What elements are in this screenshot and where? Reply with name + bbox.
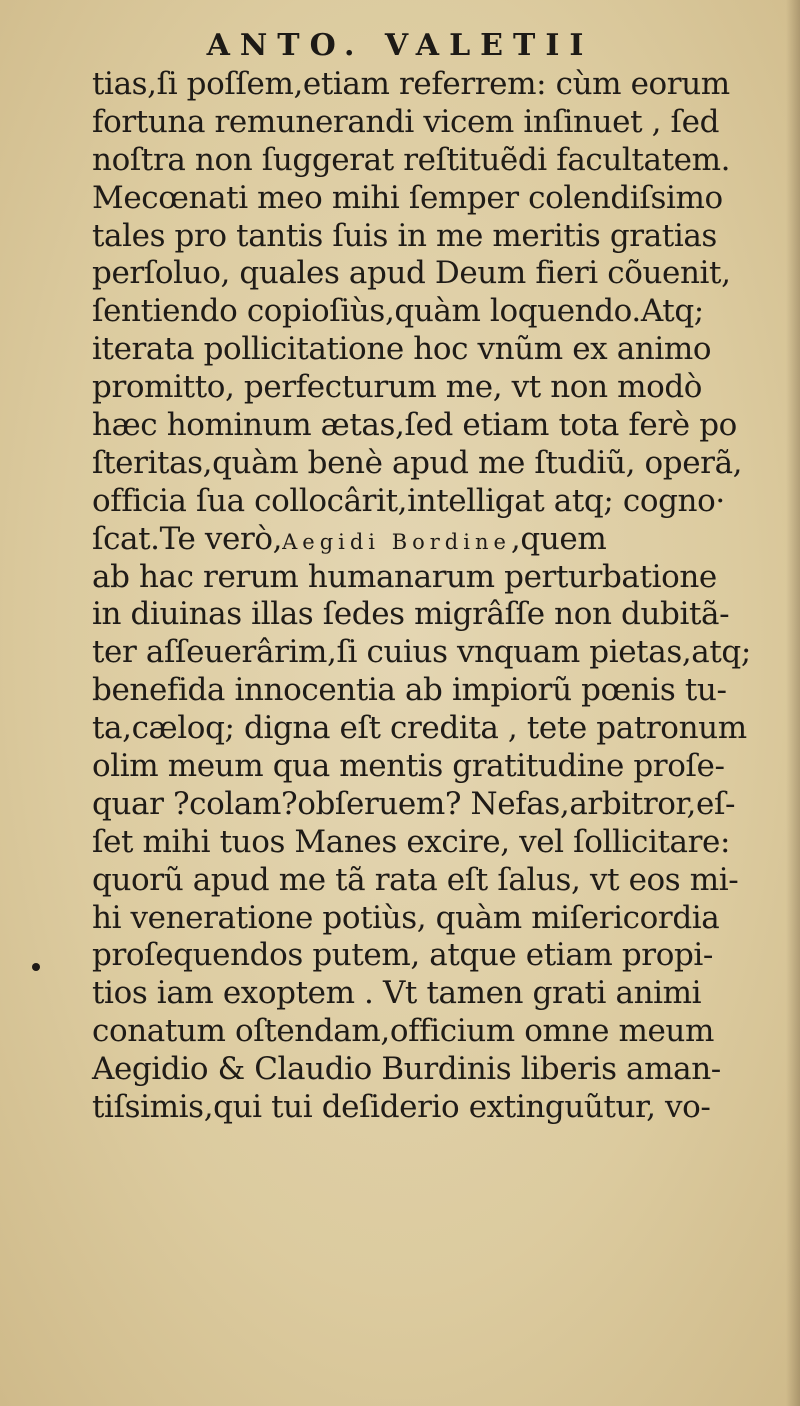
text-line: ter aſſeuerârim,ſi cuius vnquam pietas,atq; [92, 634, 751, 671]
text-line: fortuna remunerandi vicem inſinuet , ſed [92, 103, 720, 140]
text-line: tiſsimis,qui tui deſiderio extinguũtur, vo- [92, 1089, 711, 1126]
text-line: tales pro tantis ſuis in me meritis gratias [92, 217, 717, 254]
text-line: quar ?colam?obſeruem? Nefas,arbitror,eſ- [92, 785, 736, 822]
text-line: ſteritas,quàm benè apud me ſtudiũ, operã, [92, 444, 743, 481]
text-line-with-name [92, 521, 792, 559]
page-edge-shadow [786, 0, 800, 1406]
text-line: ab hac rerum humanarum perturbatione [92, 558, 717, 595]
body-text [92, 66, 792, 1127]
text-line: perſoluo, quales apud Deum fieri cõuenit, [92, 255, 731, 292]
text-line: promitto, perfecturum me, vt non modò [92, 369, 703, 406]
text-line: in diuinas illas ſedes migrâſſe non dubitã- [92, 596, 730, 633]
text-line: hæc hominum ætas,ſed etiam tota ferè po [92, 407, 737, 444]
text-line: olim meum qua mentis gratitudine proſe- [92, 748, 725, 785]
text-line: conatum oſtendam,officium omne meum [92, 1013, 714, 1050]
text-line: noſtra non ſuggerat reſtituẽdi facultatem. [92, 141, 731, 178]
text-line: ta,cæloq; digna eſt credita , tete patronum [92, 710, 747, 747]
margin-mark [32, 963, 40, 971]
running-header: ANTO. VALETII [206, 28, 594, 63]
text-line: Mecœnati meo mihi ſemper colendiſsimo [92, 179, 723, 216]
text-line: ſentiendo copioſiùs,quàm loquendo.Atq; [92, 293, 704, 330]
text-line: hi veneratione potiùs, quàm miſericordia [92, 899, 720, 936]
text-line: quorũ apud me tã rata eſt ſalus, vt eos mi- [92, 861, 739, 898]
person-name-smallcaps: Aegidi Bordine [282, 529, 511, 554]
text-line: tias,ſi poſſem,etiam referrem: cùm eorum [92, 66, 730, 102]
text-line: ſet mihi tuos Manes excire, vel ſollicitare: [92, 823, 731, 860]
text-line: Aegidio & Claudio Burdinis liberis aman- [92, 1051, 721, 1088]
text-line: benefida innocentia ab impiorũ pœnis tu- [92, 672, 727, 709]
text-line: tios iam exoptem . Vt tamen grati animi [92, 975, 702, 1012]
text-line: proſequendos putem, atque etiam propi- [92, 937, 714, 974]
text-line: iterata pollicitatione hoc vnũm ex animo [92, 331, 712, 368]
text-line-end: ,quem [510, 520, 607, 557]
text-line: officia ſua collocârit,intelligat atq; cogno· [92, 482, 725, 519]
text-line-start: ſcat.Te verò, [92, 520, 283, 557]
